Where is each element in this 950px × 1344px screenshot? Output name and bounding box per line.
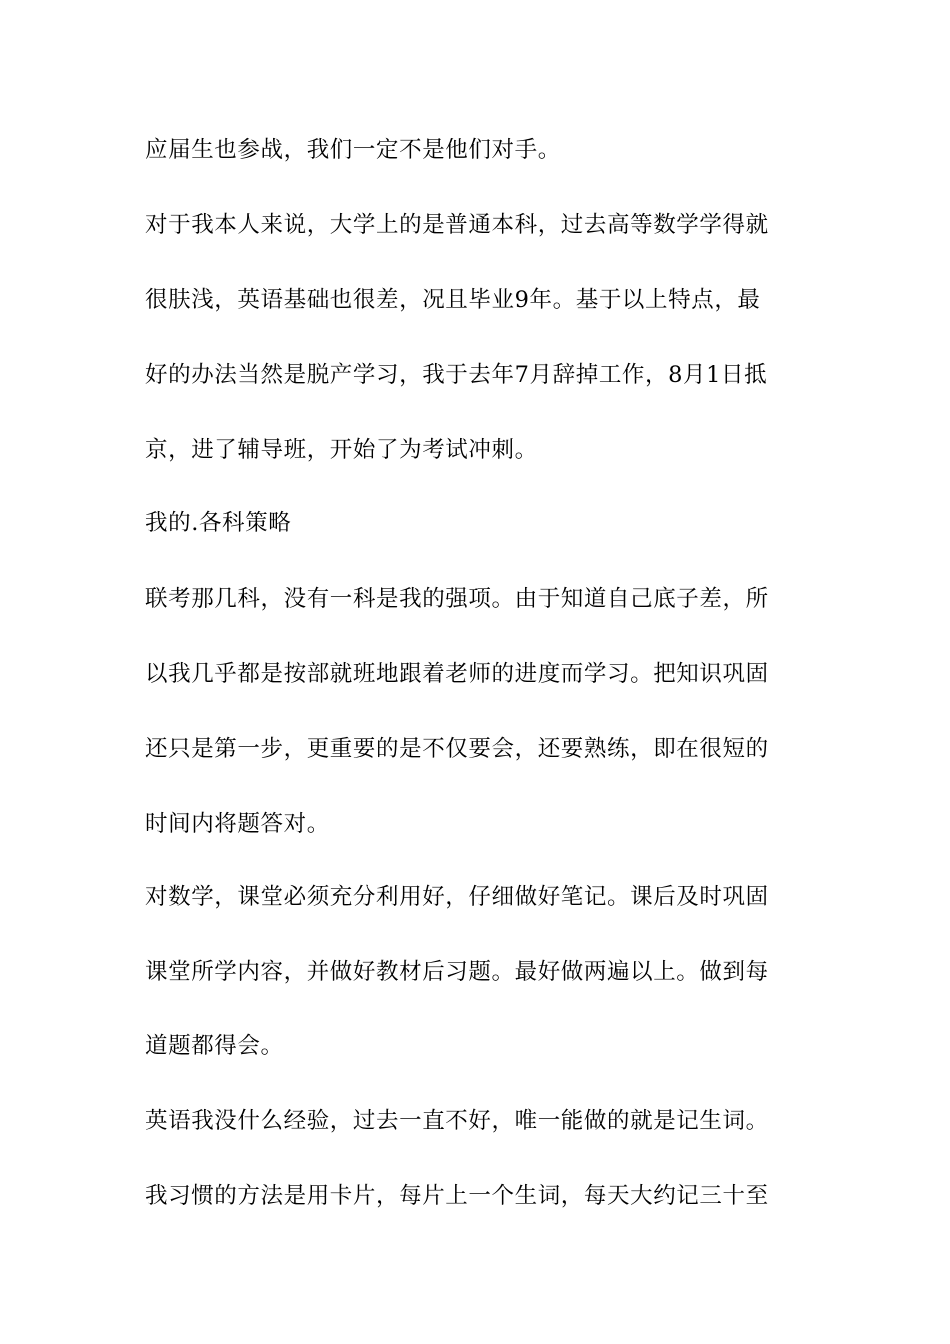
text-line: 应届生也参战，我们一定不是他们对手。 xyxy=(145,137,561,163)
text-line: 京，进了辅导班，开始了为考试冲刺。 xyxy=(145,437,538,463)
text-line: 以我几乎都是按部就班地跟着老师的进度而学习。把知识巩固 xyxy=(145,661,769,687)
section-heading: 我的.各科策略 xyxy=(145,510,292,536)
text-line: 对数学，课堂必须充分利用好，仔细做好笔记。课后及时巩固 xyxy=(145,884,769,910)
text-line: 时间内将题答对。 xyxy=(145,811,330,837)
text-line: 还只是第一步，更重要的是不仅要会，还要熟练，即在很短的 xyxy=(145,736,769,762)
text-line: 课堂所学内容，并做好教材后习题。最好做两遍以上。做到每 xyxy=(145,959,769,985)
text-line: 道题都得会。 xyxy=(145,1033,284,1059)
text-line: 联考那几科，没有一科是我的强项。由于知道自己底子差，所 xyxy=(145,586,769,612)
text-line: 很肤浅，英语基础也很差，况且毕业9年。基于以上特点，最 xyxy=(145,287,761,313)
text-line: 英语我没什么经验，过去一直不好，唯一能做的就是记生词。 xyxy=(145,1108,769,1134)
text-line: 好的办法当然是脱产学习，我于去年7月辞掉工作，8月1日抵 xyxy=(145,362,768,388)
text-line: 对于我本人来说，大学上的是普通本科，过去高等数学学得就 xyxy=(145,212,769,238)
text-line: 我习惯的方法是用卡片，每片上一个生词，每天大约记三十至 xyxy=(145,1183,769,1209)
